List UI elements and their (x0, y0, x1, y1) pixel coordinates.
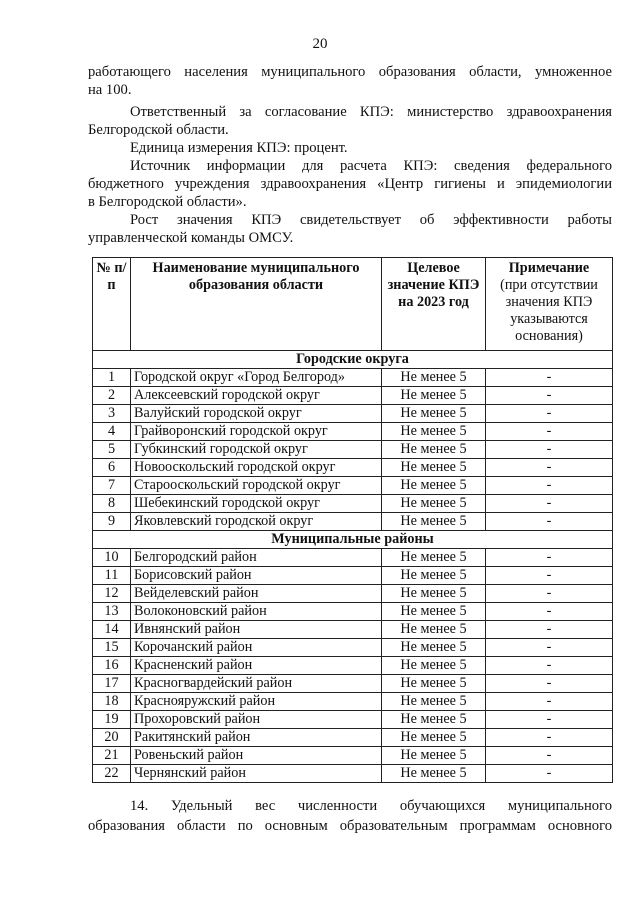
row-number: 17 (93, 675, 131, 693)
row-note: - (486, 639, 613, 657)
table-row (93, 387, 613, 405)
row-name: Чернянский район (131, 765, 382, 783)
paragraph-line: в Белгородской области». (88, 194, 247, 210)
row-target-value: Не менее 5 (382, 495, 486, 513)
row-number: 22 (93, 765, 131, 783)
paragraph-line: работающего населения муниципального образования области, умноженное (88, 64, 612, 80)
row-name: Губкинский городской округ (131, 441, 382, 459)
row-number: 15 (93, 639, 131, 657)
table-row (93, 585, 613, 603)
paragraph-line: Источник информации для расчета КПЭ: сведения федерального (130, 158, 612, 174)
row-number: 2 (93, 387, 131, 405)
row-note: - (486, 477, 613, 495)
row-number: 12 (93, 585, 131, 603)
row-name: Старооскольский городской округ (131, 477, 382, 495)
row-note: - (486, 603, 613, 621)
table-row (93, 675, 613, 693)
header-name: Наименование муниципального образования области (131, 258, 382, 351)
row-target-value: Не менее 5 (382, 675, 486, 693)
row-number: 8 (93, 495, 131, 513)
row-note: - (486, 405, 613, 423)
row-number: 13 (93, 603, 131, 621)
row-number: 20 (93, 729, 131, 747)
table-row (93, 747, 613, 765)
row-note: - (486, 387, 613, 405)
row-target-value: Не менее 5 (382, 585, 486, 603)
row-name: Прохоровский район (131, 711, 382, 729)
table-row (93, 549, 613, 567)
header-target: Целевое значение КПЭ на 2023 год (382, 258, 486, 351)
row-target-value: Не менее 5 (382, 621, 486, 639)
row-number: 3 (93, 405, 131, 423)
row-note: - (486, 369, 613, 387)
row-number: 7 (93, 477, 131, 495)
header-note-title: Примечание (508, 260, 590, 276)
paragraph-line: Белгородской области. (88, 122, 229, 138)
row-note: - (486, 621, 613, 639)
table-row (93, 711, 613, 729)
row-number: 16 (93, 657, 131, 675)
row-target-value: Не менее 5 (382, 711, 486, 729)
table-row (93, 495, 613, 513)
paragraph-line: Рост значения КПЭ свидетельствует об эффективности работы (130, 212, 612, 228)
table-row (93, 459, 613, 477)
row-name: Грайворонский городской округ (131, 423, 382, 441)
section-header-city-districts: Городские округа (93, 351, 613, 369)
row-target-value: Не менее 5 (382, 747, 486, 765)
table-row (93, 405, 613, 423)
paragraph-line: Ответственный за согласование КПЭ: министерство здравоохранения (130, 104, 612, 120)
row-note: - (486, 657, 613, 675)
table-row (93, 441, 613, 459)
page-number: 20 (312, 36, 328, 52)
row-number: 11 (93, 567, 131, 585)
row-name: Корочанский район (131, 639, 382, 657)
row-target-value: Не менее 5 (382, 657, 486, 675)
row-name: Ивнянский район (131, 621, 382, 639)
paragraph-line: на 100. (88, 82, 132, 98)
row-note: - (486, 513, 613, 531)
row-name: Городской округ «Город Белгород» (131, 369, 382, 387)
row-target-value: Не менее 5 (382, 603, 486, 621)
table-row (93, 567, 613, 585)
row-name: Алексеевский городской округ (131, 387, 382, 405)
paragraph-line: 14. Удельный вес численности обучающихся муниципального (130, 798, 612, 814)
row-number: 10 (93, 549, 131, 567)
row-name: Красненский район (131, 657, 382, 675)
table-row (93, 657, 613, 675)
table-row (93, 693, 613, 711)
row-note: - (486, 585, 613, 603)
row-name: Шебекинский городской округ (131, 495, 382, 513)
row-target-value: Не менее 5 (382, 387, 486, 405)
row-note: - (486, 675, 613, 693)
row-number: 9 (93, 513, 131, 531)
row-target-value: Не менее 5 (382, 423, 486, 441)
row-target-value: Не менее 5 (382, 513, 486, 531)
row-name: Яковлевский городской округ (131, 513, 382, 531)
paragraph-line: Единица измерения КПЭ: процент. (130, 140, 348, 156)
row-note: - (486, 765, 613, 783)
row-name: Краснояружский район (131, 693, 382, 711)
row-target-value: Не менее 5 (382, 567, 486, 585)
row-number: 21 (93, 747, 131, 765)
row-target-value: Не менее 5 (382, 441, 486, 459)
row-number: 19 (93, 711, 131, 729)
row-number: 14 (93, 621, 131, 639)
row-target-value: Не менее 5 (382, 405, 486, 423)
kpe-table (92, 257, 613, 783)
row-name: Белгородский район (131, 549, 382, 567)
row-note: - (486, 747, 613, 765)
row-number: 5 (93, 441, 131, 459)
row-name: Ракитянский район (131, 729, 382, 747)
paragraph-line: образования области по основным образовательным программам основного (88, 818, 612, 834)
row-target-value: Не менее 5 (382, 765, 486, 783)
paragraph-line: управленческой команды ОМСУ. (88, 230, 294, 246)
row-name: Ровеньский район (131, 747, 382, 765)
row-note: - (486, 693, 613, 711)
row-target-value: Не менее 5 (382, 459, 486, 477)
section-header-municipal-districts: Муниципальные районы (93, 531, 613, 549)
row-target-value: Не менее 5 (382, 369, 486, 387)
row-name: Волоконовский район (131, 603, 382, 621)
table-row (93, 603, 613, 621)
table-row (93, 639, 613, 657)
header-note-body: (при отсутствии значения КПЭ указываются основания) (500, 277, 598, 344)
row-number: 18 (93, 693, 131, 711)
row-name: Новооскольский городской округ (131, 459, 382, 477)
row-name: Борисовский район (131, 567, 382, 585)
table-row (93, 477, 613, 495)
row-target-value: Не менее 5 (382, 477, 486, 495)
row-note: - (486, 567, 613, 585)
table-row (93, 369, 613, 387)
row-number: 6 (93, 459, 131, 477)
row-note: - (486, 495, 613, 513)
row-target-value: Не менее 5 (382, 693, 486, 711)
row-number: 1 (93, 369, 131, 387)
header-note (486, 258, 613, 351)
paragraph-line: бюджетного учреждения здравоохранения «Центр гигиены и эпидемиологии (88, 176, 612, 192)
table-row (93, 765, 613, 783)
row-note: - (486, 423, 613, 441)
row-number: 4 (93, 423, 131, 441)
row-note: - (486, 441, 613, 459)
row-target-value: Не менее 5 (382, 549, 486, 567)
table-row (93, 621, 613, 639)
row-name: Валуйский городской округ (131, 405, 382, 423)
row-name: Красногвардейский район (131, 675, 382, 693)
row-note: - (486, 459, 613, 477)
row-target-value: Не менее 5 (382, 729, 486, 747)
header-num: № п/п (93, 258, 131, 351)
table-row (93, 513, 613, 531)
table-row (93, 729, 613, 747)
row-note: - (486, 549, 613, 567)
row-note: - (486, 711, 613, 729)
row-name: Вейделевский район (131, 585, 382, 603)
row-note: - (486, 729, 613, 747)
row-target-value: Не менее 5 (382, 639, 486, 657)
table-row (93, 423, 613, 441)
